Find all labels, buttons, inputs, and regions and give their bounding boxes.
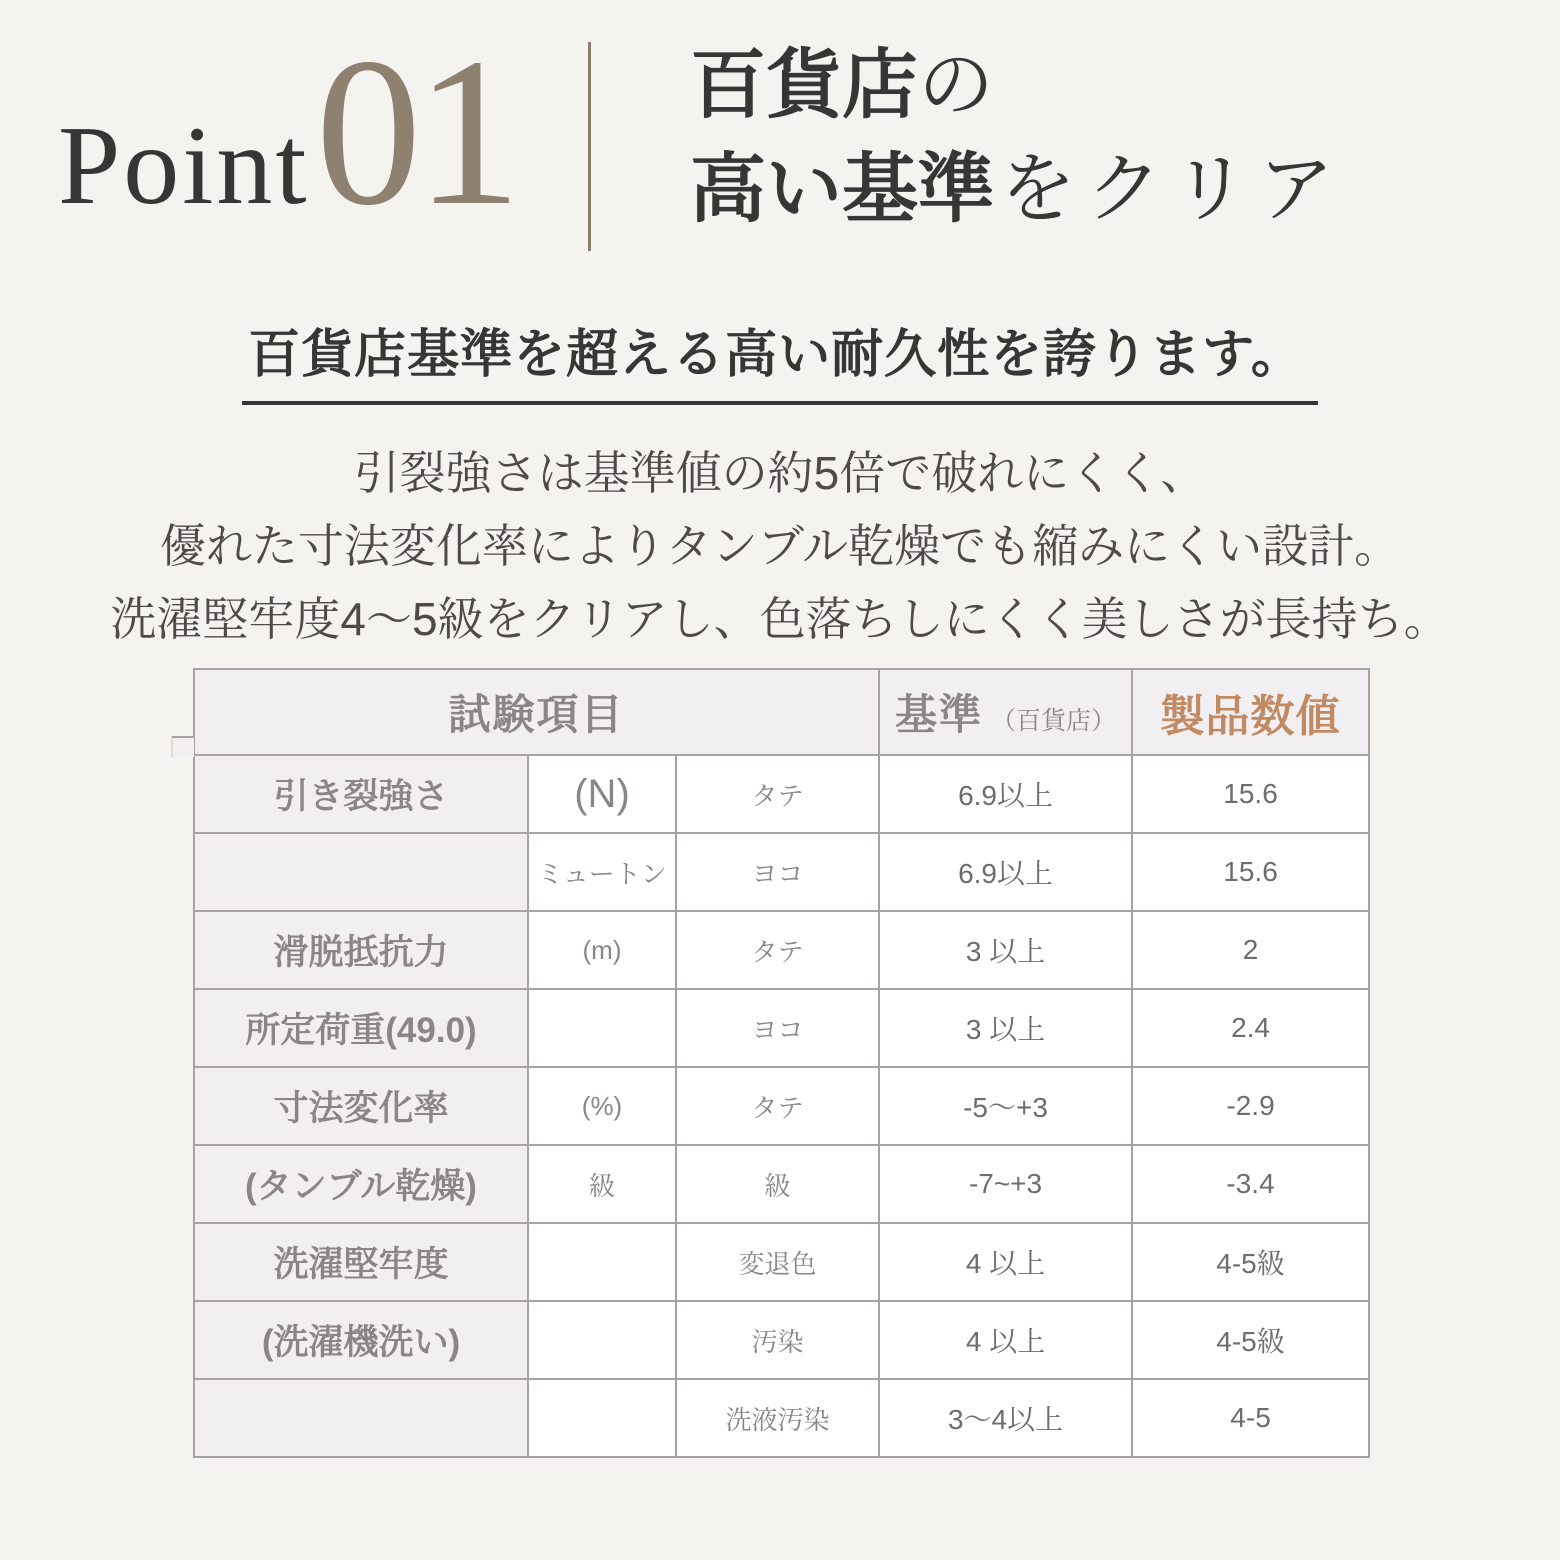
cell-standard: 6.9以上 [879,833,1132,911]
cell-direction: 汚染 [676,1301,879,1379]
section-title-line1 [690,34,1344,138]
table-row [194,1067,1369,1145]
cell-standard: 3 以上 [879,989,1132,1067]
cell-value: 4-5級 [1132,1223,1369,1301]
cell-unit: (N) [528,755,676,833]
title-strong-1: 百貨店 [690,43,918,128]
cell-label: 寸法変化率 [194,1067,528,1145]
table-row [194,1379,1369,1457]
cell-unit [528,1223,676,1301]
cell-unit [528,1379,676,1457]
table-row [194,1145,1369,1223]
table-row [194,911,1369,989]
cell-direction: 洗液汚染 [676,1379,879,1457]
cell-direction: ヨコ [676,989,879,1067]
cell-standard: 6.9以上 [879,755,1132,833]
cell-standard: 4 以上 [879,1223,1132,1301]
header-row [194,669,1369,755]
lead-heading [0,312,1560,405]
cell-unit: (m) [528,911,676,989]
title-light-1: の [918,43,994,128]
title-light-2: をクリア [1000,147,1344,232]
vertical-divider [588,42,591,251]
cell-direction: タテ [676,1067,879,1145]
cell-direction: 変退色 [676,1223,879,1301]
cell-label: 所定荷重(49.0) [194,989,528,1067]
cell-value: 2 [1132,911,1369,989]
cell-unit: (%) [528,1067,676,1145]
cell-value: -3.4 [1132,1145,1369,1223]
cell-standard: 4 以上 [879,1301,1132,1379]
cell-value: 15.6 [1132,833,1369,911]
cell-label: 洗濯堅牢度 [194,1223,528,1301]
cell-standard: 3 以上 [879,911,1132,989]
cell-unit [528,989,676,1067]
section-title-line2 [690,138,1344,242]
cell-direction: 級 [676,1145,879,1223]
cell-direction: ヨコ [676,833,879,911]
table-row [194,833,1369,911]
header-cell-product [1132,669,1369,755]
cell-label: 引き裂強さ [194,755,528,833]
cell-standard: -5〜+3 [879,1067,1132,1145]
cell-standard: -7~+3 [879,1145,1132,1223]
point-number: 01 [315,14,516,249]
spec-table [193,668,1370,1458]
lead-heading-text: 百貨店基準を超える高い耐久性を誇ります。 [242,312,1318,405]
lead-paragraph [0,437,1560,656]
cell-unit [528,1301,676,1379]
table-row [194,1301,1369,1379]
cell-label: (タンブル乾燥) [194,1145,528,1223]
cell-value: 4-5 [1132,1379,1369,1457]
cell-direction: タテ [676,911,879,989]
header-standard-note: （百貨店） [991,707,1117,735]
header-cell-standard [879,669,1132,755]
spec-table-body [194,755,1369,1457]
cell-label: 滑脱抵抗力 [194,911,528,989]
table-row [194,755,1369,833]
cell-value: 4-5級 [1132,1301,1369,1379]
cell-value: 2.4 [1132,989,1369,1067]
cell-unit: ミュートン [528,833,676,911]
table-row [194,1223,1369,1301]
lead-line-1: 引裂強さは基準値の約5倍で破れにくく、 [353,447,1207,499]
cell-direction: タテ [676,755,879,833]
cell-value: 15.6 [1132,755,1369,833]
lead-line-2: 優れた寸法変化率によりタンブル乾燥でも縮みにくい設計。 [159,520,1401,572]
cell-unit: 級 [528,1145,676,1223]
cell-label: (洗濯機洗い) [194,1301,528,1379]
point-word: Point [58,104,310,228]
header-test-label: 試験項目 [448,691,625,738]
cell-label [194,833,528,911]
title-strong-2: 高い基準 [690,147,994,232]
header-product-label: 製品数値 [1160,692,1341,741]
lead-line-3: 洗濯堅牢度4〜5級をクリアし、色落ちしにくく美しさが長持ち。 [110,593,1450,645]
table-row [194,989,1369,1067]
cell-value: -2.9 [1132,1067,1369,1145]
table-edge-artifact [171,736,194,757]
section-title [690,34,1344,242]
header-cell-test [194,669,879,755]
point-label-block [58,14,516,249]
cell-standard: 3〜4以上 [879,1379,1132,1457]
header-standard-label: 基準 [895,691,984,738]
cell-label [194,1379,528,1457]
spec-table-head [194,669,1369,755]
